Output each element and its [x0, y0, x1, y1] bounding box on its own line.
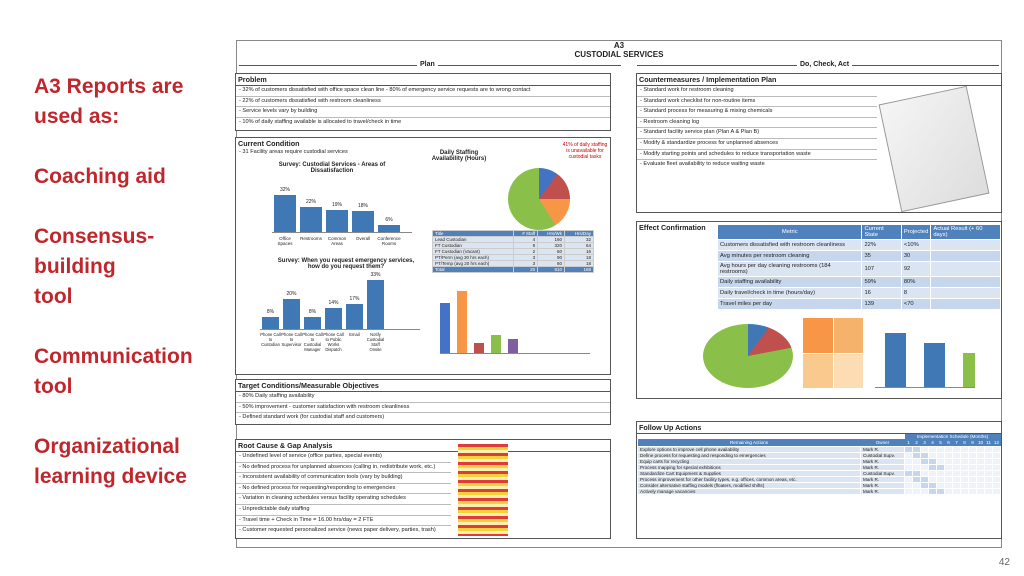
- gap-matrix: [458, 444, 508, 536]
- effect-cell: 59%: [862, 277, 901, 288]
- schedule-cell: [905, 489, 913, 495]
- current-title: Current Condition: [238, 139, 300, 148]
- staff-cell: # Staff: [513, 231, 537, 237]
- staff-cell: 16: [565, 249, 594, 255]
- effect-cell: Current State: [862, 225, 901, 240]
- target-title: Target Conditions/Measurable Objectives: [236, 380, 610, 392]
- page-number: 42: [998, 557, 1010, 568]
- sidebar-line: Coaching aid: [34, 165, 166, 188]
- sidebar-line: tool: [34, 375, 73, 398]
- follow-head: Remaining Actions: [638, 439, 861, 447]
- follow-owner: Custodial Supv.: [861, 453, 905, 459]
- follow-owner: Mark R.: [861, 483, 905, 489]
- follow-owner: Mark R.: [861, 465, 905, 471]
- effect-cell: Projected: [901, 225, 931, 240]
- schedule-cell: [969, 489, 977, 495]
- plan-label: Plan: [417, 61, 438, 68]
- effect-cell: [931, 251, 1001, 262]
- follow-row: [638, 489, 1001, 495]
- schedule-cell: [977, 489, 985, 495]
- sidebar-line: [34, 312, 234, 342]
- sidebar-line: Communication: [34, 345, 193, 368]
- root-cause-section: [235, 439, 611, 539]
- countermeasure-line: - Standard process for measuring & mixing chemicals: [637, 107, 877, 118]
- countermeasure-line: - Standard work for restroom cleaning: [637, 86, 877, 97]
- sidebar-line: Organizational: [34, 435, 180, 458]
- chart2-title: Survey: When you request emergency services, how do you request them?: [277, 258, 415, 270]
- staff-cell: PT/Perm (avg 30 hrs each): [433, 255, 514, 261]
- staff-cell: 3: [513, 255, 537, 261]
- effect-cell: [931, 240, 1001, 251]
- follow-action: Actively manage vacancies: [638, 489, 861, 495]
- staff-cell: FT Custodian: [433, 243, 514, 249]
- effect-cell: 35: [862, 251, 901, 262]
- effect-cell: Daily travel/check in time (hours/day): [718, 288, 862, 299]
- effect-cell: <70: [901, 299, 931, 310]
- staff-cell: Total: [433, 267, 514, 273]
- pie-title: Daily Staffing Availability (Hours): [431, 150, 487, 162]
- month-label: 9: [969, 439, 977, 447]
- follow-action: Define process for requesting and responding to emergencies: [638, 453, 861, 459]
- a3-subtitle: CUSTODIAL SERVICES: [574, 50, 664, 59]
- schedule-cell: [993, 489, 1001, 495]
- chart-bar-value: 8%: [308, 309, 317, 316]
- chart-bar: [283, 291, 300, 329]
- effect-cell: <10%: [901, 240, 931, 251]
- schedule-cell: [913, 489, 921, 495]
- a3-title: A3: [613, 41, 625, 50]
- chart-bar: [352, 203, 374, 232]
- schedule-cell: [961, 489, 969, 495]
- follow-action: Explore options to improve cell phone availability: [638, 447, 861, 453]
- staff-cell: 810: [538, 267, 565, 273]
- month-label: 3: [921, 439, 929, 447]
- follow-owner: Custodial Supv.: [861, 471, 905, 477]
- countermeasure-line: - Restroom cleaning log: [637, 118, 877, 129]
- sidebar-line: Consensus-building: [34, 225, 155, 278]
- chart-category-label: Email: [349, 332, 360, 337]
- effect-cell: 16: [862, 288, 901, 299]
- effect-cell: Avg hours per day cleaning restrooms (184 restrooms): [718, 262, 862, 277]
- effect-cell: [931, 262, 1001, 277]
- effect-section: [636, 221, 1002, 399]
- month-label: 4: [929, 439, 937, 447]
- chart-bar: [326, 202, 348, 232]
- staff-cell: Lead Custodian: [433, 237, 514, 243]
- chart-bar-value: 33%: [370, 271, 381, 278]
- effect-treemap: [803, 318, 863, 388]
- problem-title: Problem: [236, 74, 610, 86]
- effect-cell: 139: [862, 299, 901, 310]
- follow-action: Process mapping for special exhibitions: [638, 465, 861, 471]
- effect-cell: Customers dissatisfied with restroom cleanliness: [718, 240, 862, 251]
- chart-category-label: Phone Call to Custodial Manager: [302, 332, 323, 352]
- staff-cell: 168: [565, 267, 594, 273]
- root-cause-line: - Variation in cleaning schedules versus facility operating schedules: [236, 494, 451, 505]
- target-line: - 80% Daily staffing availability: [236, 392, 610, 403]
- chart1-title: Survey: Custodial Services - Areas of Dissatisfaction: [278, 162, 386, 174]
- countermeasure-line: - Evaluate fleet availability to reduce waiting waste: [640, 161, 765, 168]
- follow-owner: Mark R.: [861, 489, 905, 495]
- staff-cell: 3: [513, 261, 537, 267]
- root-cause-line: - Inconsistent availability of communication tools (vary by building): [236, 473, 451, 484]
- chart-category-label: Conference Rooms: [377, 236, 401, 246]
- staff-cell: FT Custodian (Vacant): [433, 249, 514, 255]
- staff-row: [433, 267, 594, 273]
- effect-cell: 8: [901, 288, 931, 299]
- schedule-cell: [945, 489, 953, 495]
- effect-cell: 80%: [901, 277, 931, 288]
- chart-category-label: Phone Call to Public Works Dispatch: [323, 332, 344, 352]
- staff-cell: 2: [513, 249, 537, 255]
- pie-note: 41% of daily staffing is unavailable for custodial tasks: [562, 142, 608, 160]
- chart-bar-value: 19%: [331, 202, 342, 209]
- root-cause-line: - Customer requested personalized service (news paper delivery, parties, trash): [239, 527, 436, 534]
- target-line: - Defined standard work (for custodial staff and customers): [239, 414, 385, 421]
- chart-category-label: Restrooms: [300, 236, 322, 241]
- chart-bar-value: 17%: [349, 295, 360, 302]
- follow-action: Standardize Cart Equipment & Supplies: [638, 471, 861, 477]
- follow-header-row: [638, 439, 1001, 447]
- root-cause-line: - No defined process for unplanned absences (calling in, redistribute work, etc.): [236, 463, 451, 474]
- effect-pie: [703, 324, 793, 388]
- current-line: - 31 Facility areas require custodial services: [239, 149, 348, 155]
- document-stack-image: [879, 86, 990, 212]
- chart-category-label: Office Spaces: [277, 236, 293, 246]
- chart-bar: [367, 271, 384, 329]
- schedule-cell: [953, 489, 961, 495]
- root-cause-line: - Travel time + Check in Time = 16.00 hrs/day = 2 FTE: [236, 516, 451, 527]
- chart-category-label: Overall: [355, 236, 371, 241]
- effect-cell: 22%: [862, 240, 901, 251]
- month-label: 8: [961, 439, 969, 447]
- staff-cell: Title: [433, 231, 514, 237]
- effect-row: [718, 251, 1001, 262]
- follow-up-section: [636, 421, 1002, 539]
- staff-cell: 60: [538, 249, 565, 255]
- chart-bar-value: 20%: [286, 291, 297, 298]
- effect-row: [718, 262, 1001, 277]
- schedule-cell: [929, 489, 937, 495]
- month-label: 1: [905, 439, 913, 447]
- effect-cell: Metric: [718, 225, 862, 240]
- root-cause-line: - No defined process for requesting/responding to emergencies: [236, 484, 451, 495]
- problem-line: - 10% of daily staffing available is allocated to travel/check in time: [239, 118, 402, 125]
- effect-cell: [931, 299, 1001, 310]
- chart-bar-value: 14%: [328, 300, 339, 307]
- chart-category-label: Notify Custodial Staff Onsite: [366, 332, 385, 352]
- chart-bar: [300, 198, 322, 232]
- follow-action: Consider alternative staffing models (floaters, modified shifts): [638, 483, 861, 489]
- effect-cell: [931, 277, 1001, 288]
- follow-title: Follow Up Actions: [637, 422, 1001, 434]
- effect-cell: Daily staffing availability: [718, 277, 862, 288]
- effect-cell: [931, 288, 1001, 299]
- effect-title: Effect Confirmation: [639, 223, 706, 232]
- sidebar-line: A3 Reports are: [34, 75, 184, 98]
- sidebar-line: [34, 192, 234, 222]
- effect-bar-chart: [875, 330, 975, 388]
- chart-bar: [304, 309, 321, 329]
- effect-cell: Actual Result (+ 60 days): [931, 225, 1001, 240]
- schedule-cell: [985, 489, 993, 495]
- sidebar-line: used as:: [34, 105, 120, 128]
- chart-bar: [378, 217, 400, 232]
- month-label: 12: [993, 440, 1000, 445]
- effect-cell: 30: [901, 251, 931, 262]
- follow-owner: Mark R.: [861, 477, 905, 483]
- countermeasure-line: - Standard facility service plan (Plan A & Plan B): [637, 128, 877, 139]
- effect-cell: 92: [901, 262, 931, 277]
- sidebar-line: [34, 132, 234, 162]
- staff-cell: PT/Temp (avg 20 hrs each): [433, 261, 514, 267]
- countermeasure-line: - Standard work checklist for non-routine items: [637, 97, 877, 108]
- follow-action: Process improvement for other facility types, e.g. offices, common areas, etc.: [638, 477, 861, 483]
- follow-owner: Mark R.: [861, 447, 905, 453]
- chart-bar-value: 18%: [357, 203, 368, 210]
- chart-bar: [274, 187, 296, 232]
- staff-cell: Hrs/Day: [565, 231, 594, 237]
- chart-category-label: Phone Call to Supervisor: [281, 332, 302, 347]
- staff-cell: 320: [538, 243, 565, 249]
- effect-row: [718, 277, 1001, 288]
- effect-row: [718, 240, 1001, 251]
- effect-cell: Avg minutes per restroom cleaning: [718, 251, 862, 262]
- root-cause-line: - Undefined level of service (office parties, special events): [236, 452, 451, 463]
- schedule-title: Implementation Schedule (Months): [905, 434, 1001, 439]
- chart-bar: [325, 300, 342, 329]
- do-check-act-label: Do, Check, Act: [797, 61, 852, 68]
- follow-head: Owner: [861, 439, 905, 447]
- effect-row: [718, 288, 1001, 299]
- staff-bar-chart: [440, 290, 590, 354]
- counter-title: Countermeasures / Implementation Plan: [637, 74, 1001, 86]
- staff-cell: 32: [565, 237, 594, 243]
- a3-report: [236, 40, 1002, 548]
- countermeasures-section: [636, 73, 1002, 213]
- follow-action: Equip carts for recycling: [638, 459, 861, 465]
- root-title: Root Cause & Gap Analysis: [236, 440, 610, 452]
- staff-cell: Hrs/Wk: [538, 231, 565, 237]
- staff-cell: 160: [538, 237, 565, 243]
- month-label: 11: [986, 440, 991, 445]
- staff-cell: 90: [538, 255, 565, 261]
- target-line: - 50% improvement - customer satisfaction with restroom cleanliness: [236, 403, 610, 414]
- staff-cell: 18: [565, 261, 594, 267]
- month-label: 5: [937, 439, 945, 447]
- effect-row: [718, 299, 1001, 310]
- effect-cell: 107: [862, 262, 901, 277]
- staff-cell: 8: [513, 243, 537, 249]
- chart-category-label: Phone Call to Custodian: [260, 332, 281, 347]
- effect-cell: Travel miles per day: [718, 299, 862, 310]
- chart-bar-value: 32%: [279, 187, 290, 194]
- chart-bar: [346, 295, 363, 329]
- countermeasure-line: - Modify starting points and schedules to reduce transportation waste: [637, 150, 877, 161]
- chart-bar-value: 6%: [385, 217, 393, 224]
- problem-line: - 22% of customers dissatisfied with restroom cleanliness: [236, 97, 610, 108]
- schedule-cell: [921, 489, 929, 495]
- schedule-cell: [937, 489, 945, 495]
- staff-cell: 60: [538, 261, 565, 267]
- staff-cell: 64: [565, 243, 594, 249]
- chart-bar: [262, 309, 279, 329]
- chart-category-label: Common Areas: [327, 236, 347, 246]
- staff-cell: 4: [513, 237, 537, 243]
- chart-bar-value: 8%: [266, 309, 275, 316]
- chart-bar-value: 22%: [305, 198, 316, 205]
- problem-line: - 32% of customers dissatisfied with office space clean line - 80% of emergency service requests are to wrong contact: [236, 86, 610, 97]
- effect-row: [718, 225, 1001, 240]
- sidebar-line: [34, 402, 234, 432]
- follow-owner: Mark R.: [861, 459, 905, 465]
- month-label: 7: [953, 439, 961, 447]
- staffing-pie: [508, 168, 570, 230]
- staff-cell: 20: [513, 267, 537, 273]
- month-label: 10: [977, 440, 984, 445]
- sidebar-line: learning device: [34, 465, 187, 488]
- target-section: [235, 379, 611, 425]
- problem-line: - Service levels vary by building: [236, 107, 610, 118]
- month-label: 2: [913, 439, 921, 447]
- sidebar-text: [34, 72, 234, 492]
- staff-cell: 18: [565, 255, 594, 261]
- root-cause-line: - Unpredictable daily staffing: [236, 505, 451, 516]
- month-label: 6: [945, 439, 953, 447]
- current-condition-section: [235, 137, 611, 375]
- countermeasure-line: - Modify & standardize process for unplanned absences: [637, 139, 877, 150]
- sidebar-line: tool: [34, 285, 73, 308]
- problem-section: [235, 73, 611, 131]
